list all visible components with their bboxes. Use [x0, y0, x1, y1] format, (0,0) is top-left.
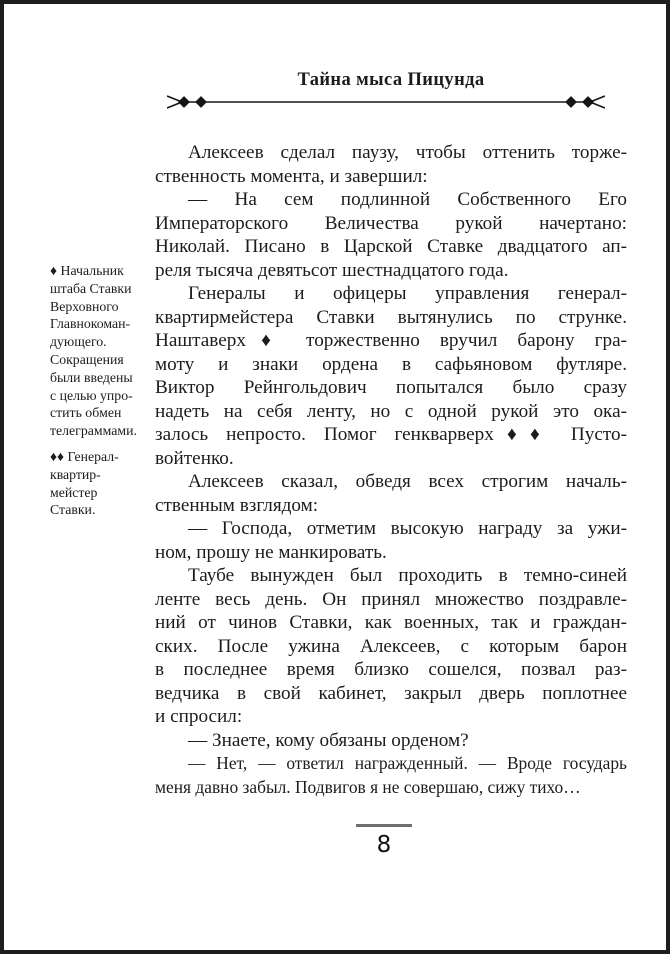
text-line: в последнее время близко сошелся, позвал раз-	[155, 659, 627, 680]
margin-note	[50, 262, 154, 440]
text-line: Николай. Писано в Царской Ставке двадцатого ап-	[155, 236, 627, 257]
text-line: — Нет, — ответил награжденный. — Вроде государь	[188, 753, 627, 773]
margin-note-line: с целью упро-	[50, 387, 133, 403]
text-line: — На сем подлинной Собственного Его	[188, 189, 627, 210]
text-line: залось непросто. Помог генкварверх♦♦ Пусто-	[155, 424, 627, 445]
margin-note-line: Сокращения	[50, 351, 124, 367]
margin-notes	[50, 262, 154, 519]
text-line: Наштаверх♦ торжественно вручил барону гра-	[155, 330, 627, 351]
margin-note-line: Верховного	[50, 298, 119, 314]
margin-note-line: Ставки.	[50, 502, 96, 518]
text-line: моту и знаки ордена в сафьяновом футляре.	[155, 353, 627, 375]
text-line: Алексеев сказал, обведя всех строгим началь-	[188, 471, 627, 492]
text-line: ний от чинов Ставки, как военных, так и граждан-	[155, 612, 627, 633]
page-number: 8	[376, 832, 392, 858]
header-ornament-rule	[167, 94, 605, 110]
margin-note-line: ♦♦ Генерал-	[50, 448, 119, 464]
text-line: меня давно забыл. Подвигов я не совершаю, сижу тихо…	[155, 776, 581, 797]
paragraph	[155, 141, 627, 188]
text-line: — Знаете, кому обязаны орденом?	[188, 729, 469, 751]
text-line: реля тысяча девятьсот шестнадцатого года.	[155, 259, 509, 281]
paragraph	[155, 188, 627, 282]
text-line: Виктор Рейнгольдович попытался было сразу	[155, 377, 627, 398]
paragraph	[155, 517, 627, 564]
text-line: квартирмейстера Ставки вытянулись по струнке.	[155, 306, 627, 328]
text-line: ленте весь день. Он принял множество поздравле-	[155, 588, 627, 610]
text-line: Алексеев сделал паузу, чтобы оттенить торже-	[188, 142, 627, 163]
margin-note	[50, 448, 154, 519]
text-line: и спросил:	[155, 706, 243, 727]
text-line: Императорского Величества рукой начертано:	[155, 212, 627, 234]
margin-note-line: квартир-	[50, 466, 101, 482]
page-footer	[344, 824, 424, 857]
paragraph	[155, 564, 627, 729]
paragraph	[155, 752, 627, 799]
text-line: ственным взглядом:	[155, 494, 319, 516]
text-line: ственность момента, и завершил:	[155, 165, 428, 187]
margin-note-line: были введены	[50, 369, 133, 385]
paragraph	[155, 470, 627, 517]
text-line: ских. После ужина Алексеев, с которым барон	[155, 635, 627, 657]
margin-note-line: Главнокоман-	[50, 316, 131, 332]
paragraph	[155, 282, 627, 470]
text-line: ведчика в свой кабинет, закрыл дверь поплотнее	[155, 682, 627, 704]
text-line: ном, прошу не манкировать.	[155, 541, 387, 563]
text-line: Таубе вынужден был проходить в темно-синей	[188, 565, 627, 586]
margin-note-line: мейстер	[50, 484, 98, 500]
paragraph	[155, 729, 627, 753]
text-line: войтенко.	[155, 447, 234, 469]
margin-note-line: ♦ Начальник	[50, 263, 124, 278]
margin-note-line: штаба Ставки	[50, 280, 132, 296]
running-head	[155, 70, 627, 91]
text-line: надеть на себя ленту, но с одной рукой это ока-	[155, 400, 627, 422]
body-text	[155, 141, 627, 799]
margin-note-line: стить обмен	[50, 405, 122, 421]
running-head-title: Тайна мыса Пицунда	[297, 70, 485, 90]
text-line: Генералы и офицеры управления генерал-	[188, 283, 627, 304]
margin-note-line: телеграммами.	[50, 423, 137, 439]
text-line: — Господа, отметим высокую награду за ужи-	[188, 518, 627, 539]
footer-rule	[356, 824, 412, 827]
margin-note-line: дующего.	[50, 334, 107, 350]
